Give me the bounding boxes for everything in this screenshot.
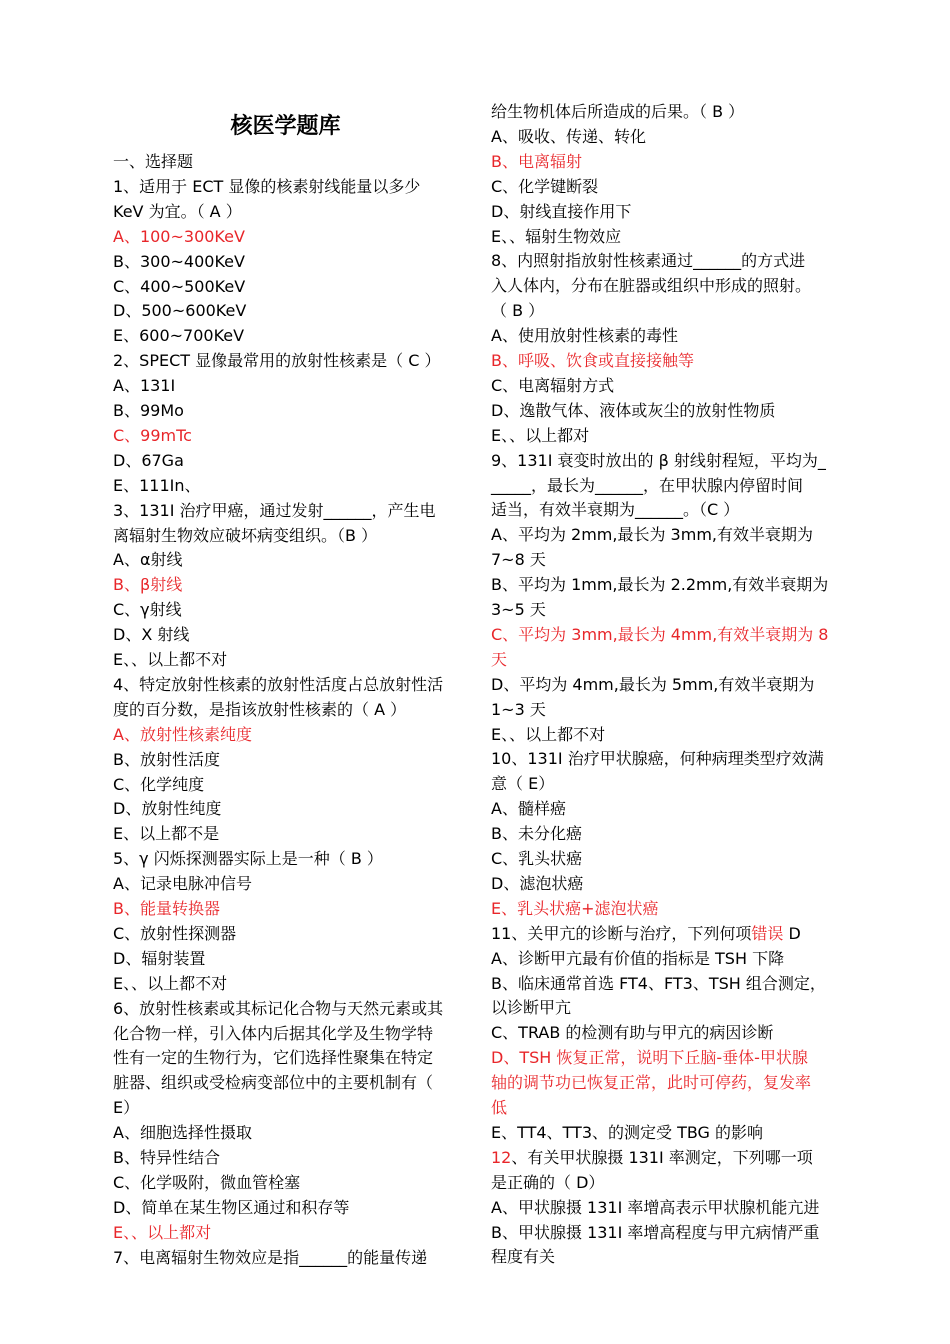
text-line: 5、γ 闪烁探测器实际上是一种（ B ） bbox=[113, 849, 383, 869]
text-line: D、TSH 恢复正常，说明下丘脑-垂体-甲状腺 bbox=[491, 1048, 808, 1068]
text-line: A、131I bbox=[113, 376, 176, 396]
text-line: E、600~700KeV bbox=[113, 326, 245, 346]
text-line: 轴的调节功已恢复正常，此时可停药，复发率 bbox=[491, 1073, 812, 1093]
text-line: D、放射性纯度 bbox=[113, 799, 222, 819]
text-line: 一、选择题 bbox=[113, 152, 194, 171]
text-line: 是正确的（ D） bbox=[491, 1172, 605, 1192]
text-line: E、以上都不是 bbox=[113, 824, 220, 844]
text-line: D、射线直接作用下 bbox=[491, 201, 632, 221]
text-line: E、、以上都对 bbox=[491, 425, 590, 445]
text-line: A、100~300KeV bbox=[113, 226, 245, 246]
text-line: E） bbox=[113, 1098, 140, 1118]
text-line: 程度有关 bbox=[491, 1247, 556, 1267]
highlight-word: 12 bbox=[491, 1147, 512, 1167]
text-line: B、未分化癌 bbox=[491, 824, 582, 844]
text-line: _____，最长为______，在甲状腺内停留时间 bbox=[491, 475, 804, 495]
text-line: 1~3 天 bbox=[491, 699, 546, 719]
text-line: 3~5 天 bbox=[491, 600, 546, 619]
text-line: 化合物一样，引入体内后据其化学及生物学特 bbox=[113, 1023, 434, 1043]
text-line: E、、以上都不对 bbox=[491, 724, 606, 744]
text-line: B、99Mo bbox=[113, 401, 184, 420]
text-line: B、电离辐射 bbox=[491, 151, 582, 171]
text-line: 性有一定的生物行为，它们选择性聚集在特定 bbox=[113, 1048, 434, 1068]
text-line: C、400~500KeV bbox=[113, 276, 246, 296]
text-line: C、平均为 3mm,最长为 4mm,有效半衰期为 8 bbox=[491, 624, 829, 644]
text-line: A、平均为 2mm,最长为 3mm,有效半衰期为 bbox=[491, 525, 813, 545]
text-line: 意（ E） bbox=[491, 774, 555, 794]
text-line: A、细胞选择性摄取 bbox=[113, 1123, 252, 1143]
text-line: C、化学纯度 bbox=[113, 774, 205, 794]
highlight-word: 错误 bbox=[751, 923, 784, 943]
text-line: E、、以上都不对 bbox=[113, 973, 228, 993]
text-line: E、、以上都对 bbox=[113, 1222, 212, 1242]
text-line: B、甲状腺摄 131I 率增高程度与甲亢病情严重 bbox=[491, 1222, 820, 1242]
text-line: B、临床通常首选 FT4、FT3、TSH 组合测定， bbox=[491, 973, 826, 993]
text-line: A、诊断甲亢最有价值的指标是 TSH 下降 bbox=[491, 948, 785, 968]
text-line: E、、辐射生物效应 bbox=[491, 226, 622, 246]
text-line: B、特异性结合 bbox=[113, 1148, 220, 1167]
text-line: C、化学键断裂 bbox=[491, 176, 599, 196]
text-line: A、甲状腺摄 131I 率增高表示甲状腺机能亢进 bbox=[491, 1197, 820, 1217]
text-line: D、500~600KeV bbox=[113, 301, 247, 321]
text-line: KeV 为宜。（ A ） bbox=[113, 201, 242, 221]
text-line: C、γ射线 bbox=[113, 600, 182, 620]
text-line: D、简单在某生物区通过和积存等 bbox=[113, 1197, 350, 1217]
text-line: E、111In、 bbox=[113, 475, 201, 495]
text-line: D、逸散气体、液体或灰尘的放射性物质 bbox=[491, 400, 776, 420]
text-line: A、吸收、传递、转化 bbox=[491, 126, 646, 146]
text-line: C、99mTc bbox=[113, 425, 192, 445]
text-line: A、使用放射性核素的毒性 bbox=[491, 326, 678, 346]
text-line: 10、131I 治疗甲状腺癌，何种病理类型疗效满 bbox=[491, 749, 824, 769]
text-line: D、平均为 4mm,最长为 5mm,有效半衰期为 bbox=[491, 674, 815, 694]
text-line: B、β射线 bbox=[113, 575, 183, 595]
text-line: 低 bbox=[491, 1098, 508, 1117]
text-line: 12、有关甲状腺摄 131I 率测定，下列哪一项 bbox=[491, 1147, 813, 1167]
text-line: 度的百分数，是指该放射性核素的（ A ） bbox=[113, 699, 407, 719]
document-title: 核医学题库 bbox=[230, 114, 341, 139]
text-line: C、电离辐射方式 bbox=[491, 375, 615, 395]
text-line: 适当，有效半衰期为______。（C ） bbox=[491, 500, 740, 520]
text-line: 2、SPECT 显像最常用的放射性核素是（ C ） bbox=[113, 351, 441, 371]
text-line: 离辐射生物效应破坏病变组织。（B ） bbox=[113, 525, 378, 545]
text-line: （ B ） bbox=[491, 301, 545, 321]
text-line: C、放射性探测器 bbox=[113, 923, 237, 943]
text-line: 脏器、组织或受检病变部位中的主要机制有（ bbox=[113, 1073, 434, 1093]
text-line: C、乳头状癌 bbox=[491, 849, 583, 868]
text-line: 以诊断甲亢 bbox=[491, 998, 572, 1018]
text-line: 4、特定放射性核素的放射性活度占总放射性活 bbox=[113, 674, 444, 694]
text-line: D、67Ga bbox=[113, 450, 184, 470]
text-line: A、记录电脉冲信号 bbox=[113, 874, 252, 894]
text-line: A、髓样癌 bbox=[491, 799, 566, 819]
text-line: B、能量转换器 bbox=[113, 899, 220, 918]
text-line: 1、适用于 ECT 显像的核素射线能量以多少 bbox=[113, 176, 421, 196]
text-line: 8、内照射指放射性核素通过______的方式进 bbox=[491, 251, 806, 271]
text-line: 入人体内，分布在脏器或组织中形成的照射。 bbox=[491, 276, 812, 296]
text-line: 7、电离辐射生物效应是指______的能量传递 bbox=[113, 1247, 428, 1267]
text-line: 6、放射性核素或其标记化合物与天然元素或其 bbox=[113, 998, 444, 1018]
text-line: E、TT4、TT3、的测定受 TBG 的影响 bbox=[491, 1122, 764, 1142]
text-line: 11、关甲亢的诊断与治疗，下列何项错误 D bbox=[491, 923, 801, 943]
text-line: 9、131I 衰变时放出的 β 射线射程短，平均为_ bbox=[491, 450, 826, 470]
text-line: 3、131I 治疗甲癌，通过发射______，产生电 bbox=[113, 500, 436, 520]
text-line: B、放射性活度 bbox=[113, 749, 220, 769]
text-line: 给生物机体后所造成的后果。（ B ） bbox=[491, 102, 745, 121]
text-line: 7~8 天 bbox=[491, 550, 546, 570]
text-line: B、呼吸、饮食或直接接触等 bbox=[491, 351, 694, 370]
text-line: E、、以上都不对 bbox=[113, 650, 228, 669]
text-line: 天 bbox=[491, 649, 508, 669]
text-line: A、放射性核素纯度 bbox=[113, 724, 252, 744]
text-line: A、α射线 bbox=[113, 550, 183, 570]
text-line: C、TRAB 的检测有助与甲亢的病因诊断 bbox=[491, 1023, 774, 1043]
text-line: C、化学吸附，微血管栓塞 bbox=[113, 1172, 301, 1192]
text-line: B、300~400KeV bbox=[113, 251, 245, 271]
text-line: D、辐射装置 bbox=[113, 948, 206, 968]
text-line: B、平均为 1mm,最长为 2.2mm,有效半衰期为 bbox=[491, 575, 829, 595]
text-line: D、X 射线 bbox=[113, 625, 190, 645]
text-line: D、滤泡状癌 bbox=[491, 873, 584, 893]
text-line: E、乳头状癌+滤泡状癌 bbox=[491, 898, 659, 918]
